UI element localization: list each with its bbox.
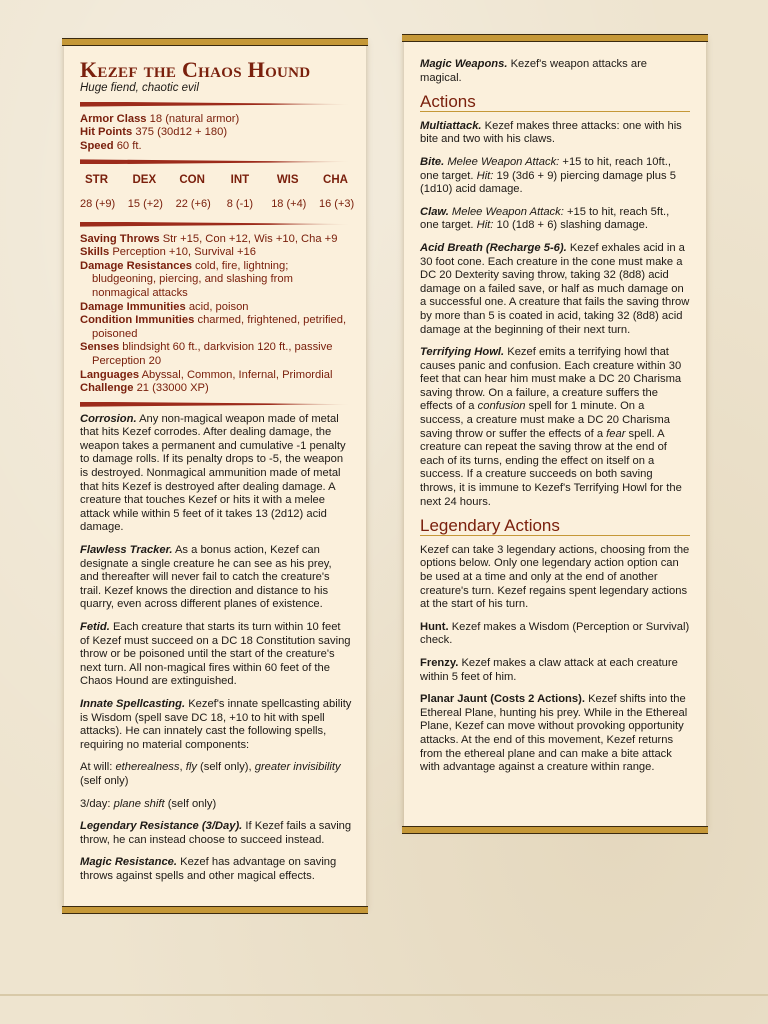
divider xyxy=(80,222,352,227)
stat-block-right xyxy=(404,38,706,830)
trait-magic-resistance: Magic Resistance. Kezef has advantage on saving throws against spells and other magical effects. xyxy=(80,856,337,882)
trait-legendary-resistance: Legendary Resistance (3/Day). If Kezef fails a saving throw, he can instead choose to succeed instead. xyxy=(80,820,352,846)
trait-magic-weapons: Magic Weapons. Kezef's weapon attacks are magical. xyxy=(420,58,648,84)
divider xyxy=(80,102,352,107)
action-acid-breath: Acid Breath (Recharge 5-6). Kezef exhales acid in a 30 foot cone. Each creature in the cone must make a DC 20 Dexterity saving throw, taking 32 (8d8) acid damage on a failed save, or half as much damage on a successful one. A creature that fails the saving throw by more than 5 is coated in acid, taking 32 (8d8) acid damage at the beginning of their next turn. xyxy=(420,241,690,336)
ability-score: 8 (-1) xyxy=(226,197,254,210)
creature-name: Kezef the Chaos Hound xyxy=(80,57,311,82)
ability-name: CON xyxy=(179,174,205,187)
languages: Languages Abyssal, Common, Infernal, Primordial xyxy=(80,368,333,381)
legendary-frenzy: Frenzy. Kezef makes a claw attack at each creature within 5 feet of him. xyxy=(420,656,678,683)
legendary-intro: Kezef can take 3 legendary actions, choosing from the options below. Only one legendary action option can be used at a time and only at the end of another creature's turn. Kezef regains spent legendary actions at the start of his turn. xyxy=(420,543,690,611)
ability-name: STR xyxy=(85,174,108,187)
footer-divider xyxy=(0,994,768,996)
bottom-frame-bar xyxy=(62,906,368,914)
trait-fetid: Fetid. Each creature that starts its turn within 10 feet of Kezef must succeed on a DC 18 Constitution saving throw or be poisoned until the start of the creature's next turn. All non-magical fires within 60 feet of the Chaos Hound are extinguished. xyxy=(80,621,351,688)
condition-immunities: Condition Immunities charmed, frightened, petrified, poisoned xyxy=(80,314,347,340)
ability-score: 15 (+2) xyxy=(127,197,163,210)
speed: Speed 60 ft. xyxy=(80,139,142,152)
damage-immunities: Damage Immunities acid, poison xyxy=(80,300,249,313)
saving-throws: Saving Throws Str +15, Con +12, Wis +10, Cha +9 xyxy=(80,232,338,245)
action-multiattack: Multiattack. Kezef makes three attacks: one with his bite and two with his claws. xyxy=(420,119,682,146)
trait-flawless-tracker: Flawless Tracker. As a bonus action, Kezef can designate a single creature he can see as his prey, and thereafter will never fail to catch the creature's trail. Kezef knows the direction and distance to his quarry, even across different planes of existence. xyxy=(80,544,332,611)
action-claw: Claw. Melee Weapon Attack: +15 to hit, reach 5ft., one target. Hit: 10 (1d8 + 6) slashing damage. xyxy=(420,205,670,232)
spell-list-per-day: 3/day: plane shift (self only) xyxy=(80,797,217,810)
legendary-hunt: Hunt. Kezef makes a Wisdom (Perception or Survival) check. xyxy=(420,620,690,647)
challenge: Challenge 21 (33000 XP) xyxy=(80,382,209,395)
legendary-planar-jaunt: Planar Jaunt (Costs 2 Actions). Kezef shifts into the Ethereal Plane, hunting his prey. While in the Ethereal Plane, Kezef can move without provoking opportunity attacks. At the end of this movement, Kezef returns from the ethereal plane and can make a bite attack with advantage against a creature within range. xyxy=(420,693,688,774)
stat-block-left xyxy=(64,42,366,910)
ability-name: CHA xyxy=(323,174,348,187)
legendary-actions-heading: Legendary Actions xyxy=(420,519,690,536)
divider xyxy=(80,159,352,164)
trait-corrosion: Corrosion. Any non-magical weapon made of metal that hits Kezef corrodes. After dealing damage, the weapon takes a permanent and cumulative -1 penalty to damage rolls. If its penalty drops to -5, the weapon is destroyed. Nonmagical ammunition made of metal that hits Kezef is destroyed after dealing damage. A creature that touches Kezef or hits it with a melee attack while within 5 feet of it takes 13 (2d12) acid damage. xyxy=(80,412,346,534)
top-frame-bar xyxy=(402,34,708,42)
action-terrifying-howl: Terrifying Howl. Kezef emits a terrifying howl that causes panic and confusion. Each creature within 30 feet that can hear him must make a DC 20 Charisma saving throw. On a failure, a creature suffers the effects of a confusion spell for 1 minute. On a success, a creature must make a DC 20 Charisma saving throw or suffer the effects of a fear spell. A creature can repeat the saving throw at the end of each of its turns, ending the effect on itself on a success. If a creature succeeds on both saving throws, it is immune to Kezef's Terrifying Howl for the next 24 hours. xyxy=(420,346,682,508)
damage-resistances: Damage Resistances cold, fire, lightning; bludgeoning, piercing, and slashing from nonmagical attacks xyxy=(80,259,293,299)
ability-scores xyxy=(80,197,355,212)
senses: Senses blindsight 60 ft., darkvision 120 ft., passive Perception 20 xyxy=(80,341,333,367)
ability-name: DEX xyxy=(132,174,157,187)
trait-innate-spellcasting: Innate Spellcasting. Kezef's innate spellcasting ability is Wisdom (spell save DC 18, +10 to hit with spell attacks). He can innately cast the following spells, requiring no material components: xyxy=(80,697,352,751)
ability-name: INT xyxy=(230,174,250,187)
top-frame-bar xyxy=(62,38,368,46)
ability-score: 22 (+6) xyxy=(175,197,211,210)
divider xyxy=(80,402,352,407)
armor-class: Armor Class 18 (natural armor) xyxy=(80,112,240,125)
creature-type: Huge fiend, chaotic evil xyxy=(80,82,199,94)
ability-score: 16 (+3) xyxy=(318,197,355,210)
hit-points: Hit Points 375 (30d12 + 180) xyxy=(80,126,228,139)
skills: Skills Perception +10, Survival +16 xyxy=(80,246,257,259)
ability-score: 18 (+4) xyxy=(271,197,307,210)
action-bite: Bite. Melee Weapon Attack: +15 to hit, reach 10ft., one target. Hit: 19 (3d6 + 9) piercing damage plus 5 (1d10) acid damage. xyxy=(420,155,676,196)
bottom-frame-bar xyxy=(402,826,708,834)
actions-heading: Actions xyxy=(420,95,690,112)
ability-score: 28 (+9) xyxy=(80,197,116,210)
ability-name: WIS xyxy=(276,174,299,187)
ability-headers xyxy=(80,174,352,188)
spell-list-at-will: At will: etherealness, fly (self only), greater invisibility (self only) xyxy=(80,761,341,787)
